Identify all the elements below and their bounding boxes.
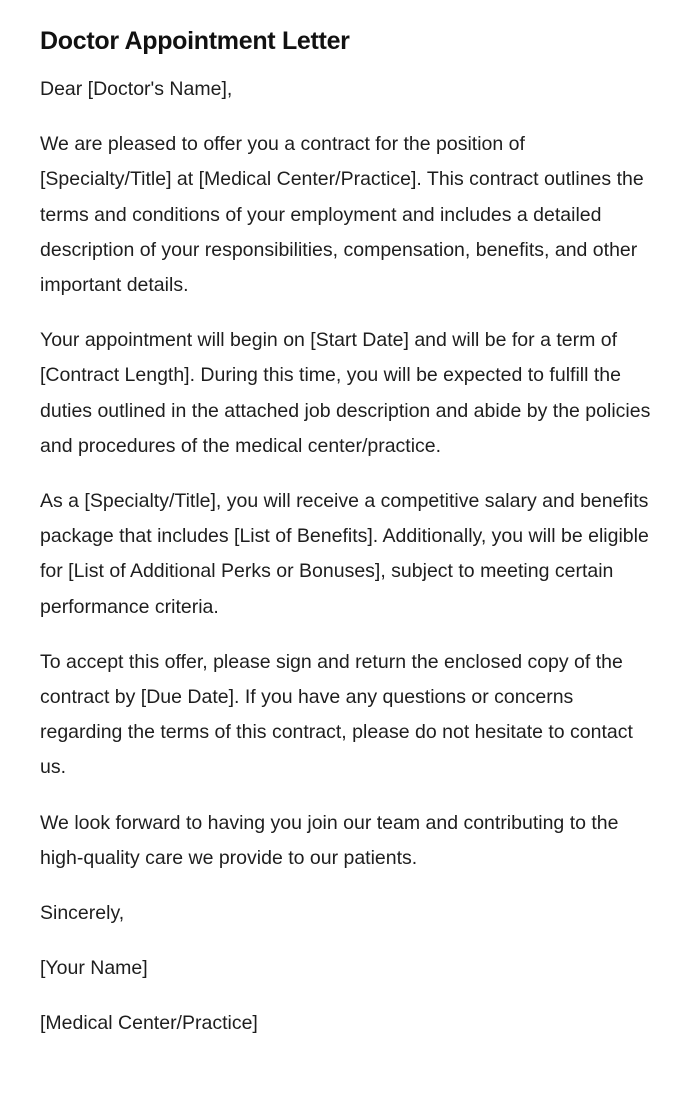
letter-paragraph-term: Your appointment will begin on [Start Date] and will be for a term of [Contract Length]. During this time, you will be expected to fulfill the duties outlined in the attached job description and abide by the policies and procedures of the medical center/practice.: [40, 329, 651, 457]
letter-closing: Sincerely,: [40, 902, 125, 925]
letter-paragraph-closing-remark: We look forward to having you join our team and contributing to the high-quality care we provide to our patients.: [40, 811, 619, 869]
letter-paragraph-offer: We are pleased to offer you a contract for the position of [Specialty/Title] at [Medical Center/Practice]. This contract outlines the terms and conditions of your employment and includes a detailed description of your responsibilities, compensation, benefits, and other important details.: [40, 133, 644, 297]
letter-sender-name: [Your Name]: [40, 957, 148, 980]
letter-sender-org: [Medical Center/Practice]: [40, 1012, 258, 1035]
letter-paragraph-compensation: As a [Specialty/Title], you will receive a competitive salary and benefits package that includes [List of Benefits]. Additionally, you will be eligible for [List of Additional Perks or Bonuses], subject to meeting certain performance criteria.: [40, 490, 649, 618]
letter-title: Doctor Appointment Letter: [40, 27, 350, 55]
letter-greeting: Dear [Doctor's Name],: [40, 78, 233, 100]
letter-paragraph-acceptance: To accept this offer, please sign and return the enclosed copy of the contract by [Due Date]. If you have any questions or concerns regarding the terms of this contract, please do not hesitate to contact us.: [40, 650, 633, 779]
